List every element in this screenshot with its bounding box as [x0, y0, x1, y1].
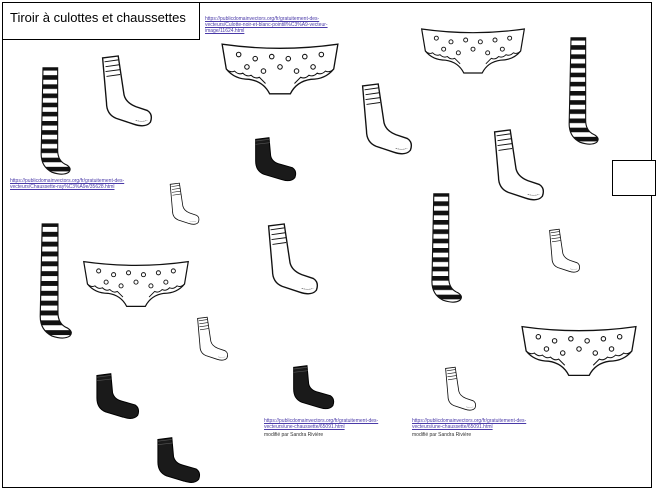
- title-box[interactable]: [2, 2, 200, 40]
- white-sock-icon[interactable]: [432, 366, 488, 414]
- striped-sock-icon[interactable]: [34, 66, 74, 176]
- white-sock-icon[interactable]: [356, 82, 416, 160]
- dotted-panties-icon[interactable]: [218, 38, 342, 100]
- black-sock-icon[interactable]: [86, 372, 146, 424]
- page-title: Tiroir à culottes et chaussettes: [10, 10, 186, 25]
- white-sock-icon[interactable]: [262, 222, 322, 300]
- white-sock-icon[interactable]: [160, 182, 208, 228]
- white-sock-icon[interactable]: [184, 316, 240, 364]
- striped-sock-icon[interactable]: [425, 192, 465, 304]
- empty-shape[interactable]: [612, 160, 656, 196]
- image-source-link[interactable]: https://publicdomainvectors.org/fr/gratuitement-des-vecteurs/Culotte-noir-et-blanc-pointill%C3%A9-vecteur-image/11624.html: [205, 16, 328, 34]
- image-source-link[interactable]: https://publicdomainvectors.org/fr/gratuitement-des-vecteurs/une-chaussette/65091.html: [412, 418, 527, 430]
- white-sock-icon[interactable]: [488, 128, 548, 206]
- black-sock-icon[interactable]: [246, 136, 302, 186]
- dotted-panties-icon[interactable]: [80, 252, 192, 316]
- image-source-link[interactable]: https://publicdomainvectors.org/fr/gratuitement-des-vecteurs/Chaussette-ray%C3%A9e/35628.html: [10, 178, 125, 190]
- image-credit: modifié par Sandra Rivière: [264, 432, 324, 438]
- white-sock-icon[interactable]: [536, 228, 592, 276]
- dotted-panties-icon[interactable]: [418, 22, 528, 80]
- striped-sock-icon[interactable]: [34, 222, 74, 340]
- black-sock-icon[interactable]: [284, 364, 340, 414]
- white-sock-icon[interactable]: [96, 54, 156, 132]
- image-source-link[interactable]: https://publicdomainvectors.org/fr/gratuitement-des-vecteurs/une-chaussette/65091.html: [264, 418, 379, 430]
- black-sock-icon[interactable]: [146, 436, 208, 488]
- dotted-panties-icon[interactable]: [518, 318, 640, 384]
- image-credit: modifié par Sandra Rivière: [412, 432, 472, 438]
- striped-sock-icon[interactable]: [562, 36, 602, 146]
